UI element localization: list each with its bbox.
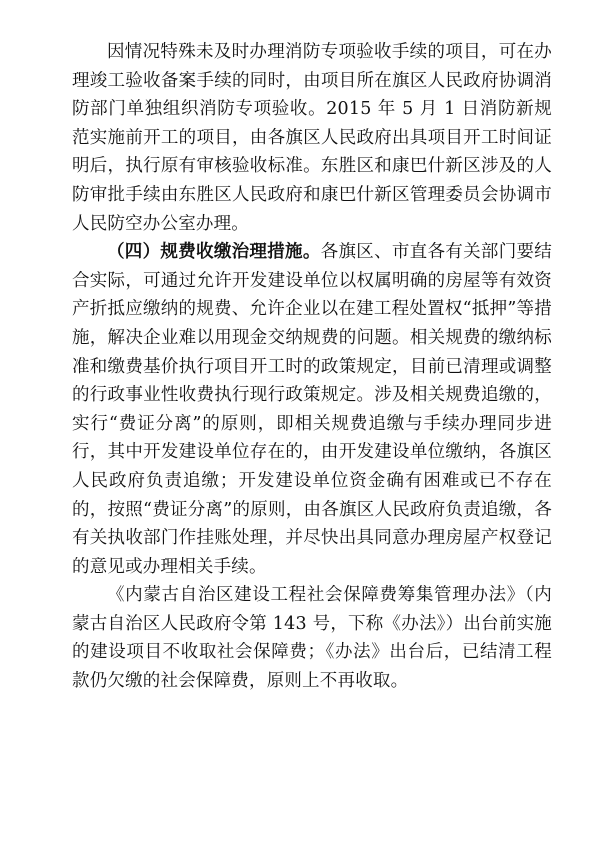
section-heading: （四）规费收缴治理措施。 bbox=[107, 242, 321, 263]
paragraph-social-security bbox=[72, 581, 552, 695]
document-page bbox=[72, 38, 552, 696]
paragraph-text: 《内蒙古自治区建设工程社会保障费筹集管理办法》（内蒙古自治区人民政府令第 143 号，下称《办法》）出台前实施的建设项目不收取社会保障费；《办法》出台后，已结清工程款仍欠缴的社会保障费，原则上不再收取。 bbox=[72, 585, 552, 692]
paragraph-fee-collection bbox=[72, 238, 552, 581]
paragraph-fire-acceptance bbox=[72, 38, 552, 238]
paragraph-text: 因情况特殊未及时办理消防专项验收手续的项目，可在办理竣工验收备案手续的同时，由项目所在旗区人民政府协调消防部门单独组织消防专项验收。2015 年 5 月 1 日消防新规范实施前开工的项目，由各旗区人民政府出具项目开工时间证明后，执行原有审核验收标准。东胜区和康巴什新区涉及的人防审批手续由东胜区人民政府和康巴什新区管理委员会协调市人民防空办公室办理。 bbox=[72, 42, 552, 234]
paragraph-text: 各旗区、市直各有关部门要结合实际，可通过允许开发建设单位以权属明确的房屋等有效资产折抵应缴纳的规费、允许企业以在建工程处置权“抵押”等措施，解决企业难以用现金交纳规费的问题。相关规费的缴纳标准和缴费基价执行项目开工时的政策规定，目前已清理或调整的行政事业性收费执行现行政策规定。涉及相关规费追缴的，实行“费证分离”的原则，即相关规费追缴与手续办理同步进行，其中开发建设单位存在的，由开发建设单位缴纳，各旗区人民政府负责追缴；开发建设单位资金确有困难或已不存在的，按照“费证分离”的原则，由各旗区人民政府负责追缴，各有关执收部门作挂账处理，并尽快出具同意办理房屋产权登记的意见或办理相关手续。 bbox=[72, 242, 552, 577]
